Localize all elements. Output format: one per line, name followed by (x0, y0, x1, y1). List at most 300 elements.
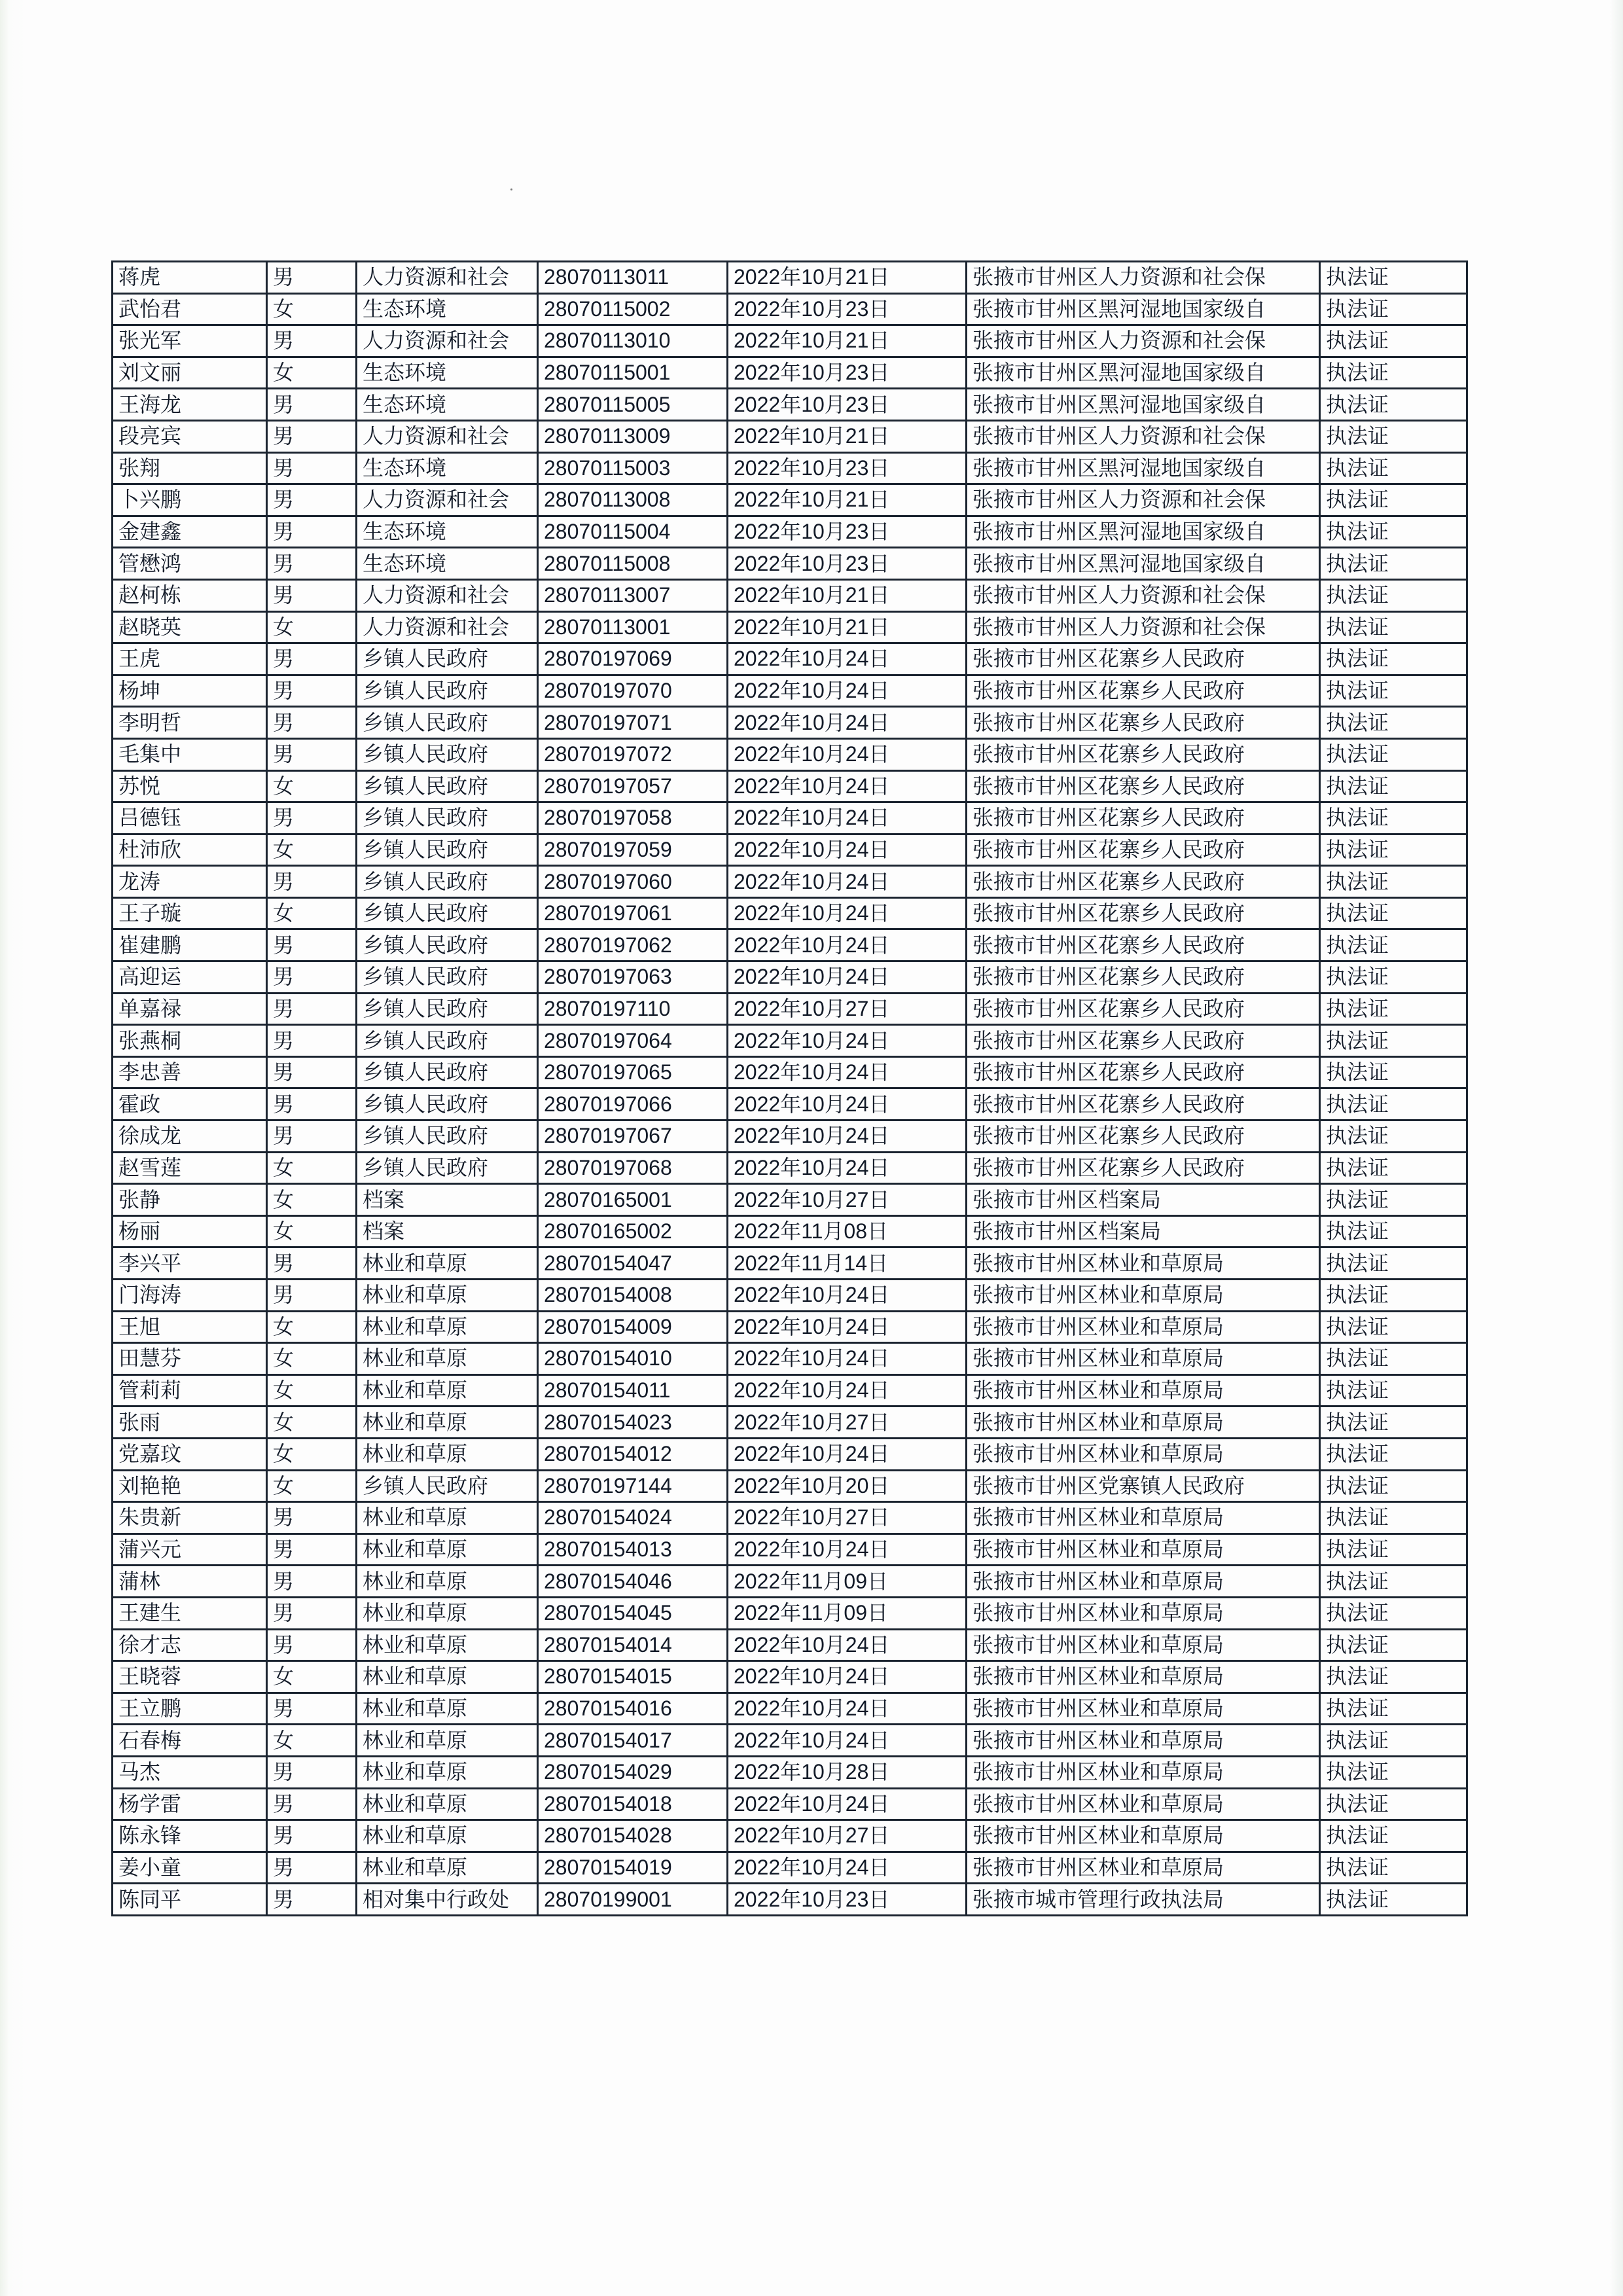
license-type-cell: 执法证 (1320, 484, 1467, 516)
table-row (113, 929, 1467, 961)
date-cell: 2022年10月23日 (728, 452, 967, 484)
agency-cell: 张掖市甘州区林业和草原局 (967, 1343, 1320, 1375)
category-cell: 乡镇人民政府 (357, 897, 538, 929)
date-cell: 2022年10月21日 (728, 262, 967, 294)
gender-cell: 男 (267, 866, 357, 898)
date-cell: 2022年10月23日 (728, 548, 967, 580)
category-cell: 人力资源和社会 (357, 262, 538, 294)
agency-cell: 张掖市甘州区林业和草原局 (967, 1820, 1320, 1852)
date-cell: 2022年10月24日 (728, 1534, 967, 1566)
category-cell: 生态环境 (357, 516, 538, 548)
code-cell: 28070197058 (538, 802, 728, 834)
license-type-cell: 执法证 (1320, 262, 1467, 294)
date-cell: 2022年10月24日 (728, 802, 967, 834)
date-cell: 2022年10月27日 (728, 1407, 967, 1439)
gender-cell: 男 (267, 579, 357, 611)
name-cell: 蒲兴元 (113, 1534, 267, 1566)
code-cell: 28070197068 (538, 1152, 728, 1184)
code-cell: 28070113001 (538, 611, 728, 643)
category-cell: 乡镇人民政府 (357, 834, 538, 866)
name-cell: 霍政 (113, 1088, 267, 1121)
license-type-cell: 执法证 (1320, 738, 1467, 770)
name-cell: 金建鑫 (113, 516, 267, 548)
license-type-cell: 执法证 (1320, 993, 1467, 1025)
license-type-cell: 执法证 (1320, 611, 1467, 643)
code-cell: 28070197070 (538, 675, 728, 707)
category-cell: 林业和草原 (357, 1407, 538, 1439)
agency-cell: 张掖市甘州区人力资源和社会保 (967, 484, 1320, 516)
license-type-cell: 执法证 (1320, 834, 1467, 866)
table-row (113, 961, 1467, 994)
personnel-table (111, 260, 1468, 1916)
category-cell: 乡镇人民政府 (357, 1025, 538, 1057)
name-cell: 卜兴鹏 (113, 484, 267, 516)
agency-cell: 张掖市甘州区档案局 (967, 1184, 1320, 1216)
category-cell: 相对集中行政处 (357, 1884, 538, 1916)
code-cell: 28070197069 (538, 643, 728, 675)
code-cell: 28070154012 (538, 1438, 728, 1470)
license-type-cell: 执法证 (1320, 1025, 1467, 1057)
category-cell: 林业和草原 (357, 1343, 538, 1375)
table-row (113, 1534, 1467, 1566)
date-cell: 2022年10月24日 (728, 1088, 967, 1121)
name-cell: 马杰 (113, 1756, 267, 1788)
license-type-cell: 执法证 (1320, 357, 1467, 389)
code-cell: 28070154010 (538, 1343, 728, 1375)
category-cell: 乡镇人民政府 (357, 1152, 538, 1184)
agency-cell: 张掖市甘州区花寨乡人民政府 (967, 897, 1320, 929)
category-cell: 乡镇人民政府 (357, 1056, 538, 1088)
name-cell: 杨学雷 (113, 1788, 267, 1820)
name-cell: 党嘉玟 (113, 1438, 267, 1470)
agency-cell: 张掖市甘州区林业和草原局 (967, 1788, 1320, 1820)
name-cell: 王晓蓉 (113, 1661, 267, 1693)
gender-cell: 男 (267, 993, 357, 1025)
gender-cell: 男 (267, 516, 357, 548)
date-cell: 2022年10月24日 (728, 1788, 967, 1820)
gender-cell: 男 (267, 961, 357, 994)
code-cell: 28070154028 (538, 1820, 728, 1852)
name-cell: 田慧芬 (113, 1343, 267, 1375)
agency-cell: 张掖市甘州区林业和草原局 (967, 1661, 1320, 1693)
license-type-cell: 执法证 (1320, 675, 1467, 707)
category-cell: 乡镇人民政府 (357, 1088, 538, 1121)
category-cell: 乡镇人民政府 (357, 802, 538, 834)
table-row (113, 1311, 1467, 1343)
code-cell: 28070197110 (538, 993, 728, 1025)
code-cell: 28070113010 (538, 325, 728, 357)
category-cell: 林业和草原 (357, 1725, 538, 1757)
code-cell: 28070115001 (538, 357, 728, 389)
code-cell: 28070113011 (538, 262, 728, 294)
gender-cell: 男 (267, 1534, 357, 1566)
license-type-cell: 执法证 (1320, 293, 1467, 325)
license-type-cell: 执法证 (1320, 1756, 1467, 1788)
name-cell: 李忠善 (113, 1056, 267, 1088)
date-cell: 2022年10月24日 (728, 707, 967, 739)
gender-cell: 男 (267, 1502, 357, 1534)
date-cell: 2022年10月27日 (728, 993, 967, 1025)
name-cell: 赵晓英 (113, 611, 267, 643)
date-cell: 2022年10月21日 (728, 420, 967, 452)
date-cell: 2022年10月24日 (728, 1152, 967, 1184)
code-cell: 28070154024 (538, 1502, 728, 1534)
date-cell: 2022年10月20日 (728, 1470, 967, 1502)
gender-cell: 男 (267, 1088, 357, 1121)
category-cell: 人力资源和社会 (357, 325, 538, 357)
name-cell: 杜沛欣 (113, 834, 267, 866)
license-type-cell: 执法证 (1320, 1184, 1467, 1216)
gender-cell: 女 (267, 1407, 357, 1439)
date-cell: 2022年10月24日 (728, 1056, 967, 1088)
table-row (113, 1407, 1467, 1439)
license-type-cell: 执法证 (1320, 579, 1467, 611)
table-row (113, 389, 1467, 421)
agency-cell: 张掖市甘州区花寨乡人民政府 (967, 802, 1320, 834)
license-type-cell: 执法证 (1320, 1311, 1467, 1343)
name-cell: 高迎运 (113, 961, 267, 994)
name-cell: 苏悦 (113, 770, 267, 802)
gender-cell: 男 (267, 1025, 357, 1057)
agency-cell: 张掖市甘州区花寨乡人民政府 (967, 1025, 1320, 1057)
code-cell: 28070115008 (538, 548, 728, 580)
name-cell: 段亮宾 (113, 420, 267, 452)
date-cell: 2022年10月24日 (728, 1661, 967, 1693)
gender-cell: 女 (267, 770, 357, 802)
license-type-cell: 执法证 (1320, 1884, 1467, 1916)
gender-cell: 女 (267, 897, 357, 929)
code-cell: 28070197057 (538, 770, 728, 802)
table-row (113, 548, 1467, 580)
gender-cell: 女 (267, 1184, 357, 1216)
name-cell: 王子璇 (113, 897, 267, 929)
agency-cell: 张掖市甘州区花寨乡人民政府 (967, 1121, 1320, 1153)
agency-cell: 张掖市甘州区党寨镇人民政府 (967, 1470, 1320, 1502)
category-cell: 林业和草原 (357, 1374, 538, 1407)
category-cell: 乡镇人民政府 (357, 866, 538, 898)
date-cell: 2022年11月08日 (728, 1215, 967, 1247)
gender-cell: 男 (267, 420, 357, 452)
license-type-cell: 执法证 (1320, 1566, 1467, 1598)
agency-cell: 张掖市甘州区林业和草原局 (967, 1280, 1320, 1312)
scan-speck (510, 188, 512, 190)
name-cell: 徐成龙 (113, 1121, 267, 1153)
table-row (113, 802, 1467, 834)
table-row (113, 707, 1467, 739)
gender-cell: 男 (267, 1852, 357, 1884)
license-type-cell: 执法证 (1320, 1852, 1467, 1884)
category-cell: 林业和草原 (357, 1756, 538, 1788)
agency-cell: 张掖市甘州区花寨乡人民政府 (967, 770, 1320, 802)
date-cell: 2022年10月28日 (728, 1756, 967, 1788)
gender-cell: 男 (267, 548, 357, 580)
license-type-cell: 执法证 (1320, 1280, 1467, 1312)
category-cell: 乡镇人民政府 (357, 707, 538, 739)
agency-cell: 张掖市甘州区林业和草原局 (967, 1852, 1320, 1884)
name-cell: 赵柯栋 (113, 579, 267, 611)
code-cell: 28070154018 (538, 1788, 728, 1820)
agency-cell: 张掖市甘州区花寨乡人民政府 (967, 866, 1320, 898)
date-cell: 2022年10月24日 (728, 961, 967, 994)
name-cell: 张光军 (113, 325, 267, 357)
category-cell: 林业和草原 (357, 1661, 538, 1693)
agency-cell: 张掖市甘州区林业和草原局 (967, 1374, 1320, 1407)
category-cell: 乡镇人民政府 (357, 770, 538, 802)
date-cell: 2022年10月24日 (728, 738, 967, 770)
license-type-cell: 执法证 (1320, 1470, 1467, 1502)
license-type-cell: 执法证 (1320, 1438, 1467, 1470)
name-cell: 李明哲 (113, 707, 267, 739)
license-type-cell: 执法证 (1320, 1629, 1467, 1661)
code-cell: 28070154008 (538, 1280, 728, 1312)
gender-cell: 男 (267, 1056, 357, 1088)
category-cell: 林业和草原 (357, 1629, 538, 1661)
agency-cell: 张掖市甘州区花寨乡人民政府 (967, 1088, 1320, 1121)
table-row (113, 611, 1467, 643)
code-cell: 28070197071 (538, 707, 728, 739)
gender-cell: 男 (267, 929, 357, 961)
table-row (113, 1597, 1467, 1629)
date-cell: 2022年10月27日 (728, 1502, 967, 1534)
date-cell: 2022年10月23日 (728, 357, 967, 389)
gender-cell: 女 (267, 1215, 357, 1247)
code-cell: 28070199001 (538, 1884, 728, 1916)
code-cell: 28070197061 (538, 897, 728, 929)
agency-cell: 张掖市甘州区花寨乡人民政府 (967, 961, 1320, 994)
table-body (113, 262, 1467, 1916)
code-cell: 28070197066 (538, 1088, 728, 1121)
category-cell: 林业和草原 (357, 1820, 538, 1852)
date-cell: 2022年10月21日 (728, 484, 967, 516)
license-type-cell: 执法证 (1320, 1820, 1467, 1852)
category-cell: 乡镇人民政府 (357, 961, 538, 994)
date-cell: 2022年10月24日 (728, 1693, 967, 1725)
agency-cell: 张掖市甘州区黑河湿地国家级自 (967, 357, 1320, 389)
license-type-cell: 执法证 (1320, 548, 1467, 580)
gender-cell: 女 (267, 1374, 357, 1407)
name-cell: 门海涛 (113, 1280, 267, 1312)
license-type-cell: 执法证 (1320, 420, 1467, 452)
gender-cell: 男 (267, 643, 357, 675)
category-cell: 人力资源和社会 (357, 484, 538, 516)
table-row (113, 1725, 1467, 1757)
table-row (113, 420, 1467, 452)
category-cell: 乡镇人民政府 (357, 1470, 538, 1502)
table-row (113, 738, 1467, 770)
license-type-cell: 执法证 (1320, 452, 1467, 484)
agency-cell: 张掖市甘州区花寨乡人民政府 (967, 707, 1320, 739)
date-cell: 2022年10月21日 (728, 325, 967, 357)
code-cell: 28070154015 (538, 1661, 728, 1693)
gender-cell: 男 (267, 262, 357, 294)
table-row (113, 452, 1467, 484)
table-row (113, 1374, 1467, 1407)
name-cell: 刘文丽 (113, 357, 267, 389)
agency-cell: 张掖市甘州区林业和草原局 (967, 1247, 1320, 1280)
table-row (113, 1788, 1467, 1820)
code-cell: 28070197064 (538, 1025, 728, 1057)
agency-cell: 张掖市甘州区档案局 (967, 1215, 1320, 1247)
gender-cell: 女 (267, 1470, 357, 1502)
name-cell: 王旭 (113, 1311, 267, 1343)
table-row (113, 1438, 1467, 1470)
gender-cell: 男 (267, 389, 357, 421)
code-cell: 28070165001 (538, 1184, 728, 1216)
date-cell: 2022年10月21日 (728, 611, 967, 643)
agency-cell: 张掖市甘州区花寨乡人民政府 (967, 738, 1320, 770)
table-row (113, 516, 1467, 548)
date-cell: 2022年10月24日 (728, 1280, 967, 1312)
table-row (113, 325, 1467, 357)
license-type-cell: 执法证 (1320, 1152, 1467, 1184)
date-cell: 2022年10月24日 (728, 1725, 967, 1757)
gender-cell: 男 (267, 452, 357, 484)
code-cell: 28070197059 (538, 834, 728, 866)
category-cell: 林业和草原 (357, 1311, 538, 1343)
gender-cell: 女 (267, 1152, 357, 1184)
gender-cell: 女 (267, 357, 357, 389)
table-row (113, 484, 1467, 516)
license-type-cell: 执法证 (1320, 325, 1467, 357)
gender-cell: 男 (267, 1756, 357, 1788)
table-row (113, 357, 1467, 389)
license-type-cell: 执法证 (1320, 1374, 1467, 1407)
code-cell: 28070115002 (538, 293, 728, 325)
table-row (113, 1152, 1467, 1184)
name-cell: 陈同平 (113, 1884, 267, 1916)
agency-cell: 张掖市甘州区林业和草原局 (967, 1311, 1320, 1343)
license-type-cell: 执法证 (1320, 1534, 1467, 1566)
license-type-cell: 执法证 (1320, 1693, 1467, 1725)
name-cell: 张雨 (113, 1407, 267, 1439)
date-cell: 2022年10月23日 (728, 1884, 967, 1916)
date-cell: 2022年10月24日 (728, 866, 967, 898)
agency-cell: 张掖市甘州区黑河湿地国家级自 (967, 548, 1320, 580)
category-cell: 乡镇人民政府 (357, 738, 538, 770)
code-cell: 28070154013 (538, 1534, 728, 1566)
category-cell: 乡镇人民政府 (357, 993, 538, 1025)
code-cell: 28070154029 (538, 1756, 728, 1788)
date-cell: 2022年11月14日 (728, 1247, 967, 1280)
table-row (113, 1661, 1467, 1693)
agency-cell: 张掖市甘州区林业和草原局 (967, 1629, 1320, 1661)
table-row (113, 1502, 1467, 1534)
category-cell: 生态环境 (357, 293, 538, 325)
agency-cell: 张掖市甘州区林业和草原局 (967, 1566, 1320, 1598)
table-row (113, 993, 1467, 1025)
category-cell: 林业和草原 (357, 1280, 538, 1312)
date-cell: 2022年10月24日 (728, 929, 967, 961)
table-row (113, 675, 1467, 707)
table-row (113, 1343, 1467, 1375)
date-cell: 2022年10月24日 (728, 770, 967, 802)
code-cell: 28070154011 (538, 1374, 728, 1407)
date-cell: 2022年10月24日 (728, 1311, 967, 1343)
date-cell: 2022年10月24日 (728, 675, 967, 707)
code-cell: 28070197063 (538, 961, 728, 994)
name-cell: 朱贵新 (113, 1502, 267, 1534)
table-row (113, 1280, 1467, 1312)
code-cell: 28070113009 (538, 420, 728, 452)
category-cell: 生态环境 (357, 389, 538, 421)
name-cell: 龙涛 (113, 866, 267, 898)
gender-cell: 男 (267, 484, 357, 516)
code-cell: 28070113007 (538, 579, 728, 611)
category-cell: 林业和草原 (357, 1693, 538, 1725)
table-row (113, 1629, 1467, 1661)
table-row (113, 1884, 1467, 1916)
license-type-cell: 执法证 (1320, 516, 1467, 548)
agency-cell: 张掖市甘州区黑河湿地国家级自 (967, 452, 1320, 484)
gender-cell: 女 (267, 611, 357, 643)
category-cell: 乡镇人民政府 (357, 929, 538, 961)
agency-cell: 张掖市甘州区人力资源和社会保 (967, 262, 1320, 294)
name-cell: 王建生 (113, 1597, 267, 1629)
agency-cell: 张掖市甘州区黑河湿地国家级自 (967, 389, 1320, 421)
license-type-cell: 执法证 (1320, 802, 1467, 834)
gender-cell: 男 (267, 675, 357, 707)
license-type-cell: 执法证 (1320, 866, 1467, 898)
code-cell: 28070197065 (538, 1056, 728, 1088)
code-cell: 28070197067 (538, 1121, 728, 1153)
date-cell: 2022年10月24日 (728, 1343, 967, 1375)
name-cell: 刘艳艳 (113, 1470, 267, 1502)
name-cell: 石春梅 (113, 1725, 267, 1757)
name-cell: 徐才志 (113, 1629, 267, 1661)
date-cell: 2022年10月23日 (728, 389, 967, 421)
code-cell: 28070154045 (538, 1597, 728, 1629)
date-cell: 2022年10月24日 (728, 1121, 967, 1153)
name-cell: 蒋虎 (113, 262, 267, 294)
date-cell: 2022年10月24日 (728, 1374, 967, 1407)
agency-cell: 张掖市甘州区花寨乡人民政府 (967, 993, 1320, 1025)
code-cell: 28070154017 (538, 1725, 728, 1757)
category-cell: 林业和草原 (357, 1597, 538, 1629)
code-cell: 28070197062 (538, 929, 728, 961)
code-cell: 28070154016 (538, 1693, 728, 1725)
name-cell: 陈永锋 (113, 1820, 267, 1852)
table-row (113, 1820, 1467, 1852)
date-cell: 2022年10月24日 (728, 643, 967, 675)
gender-cell: 男 (267, 1629, 357, 1661)
license-type-cell: 执法证 (1320, 643, 1467, 675)
name-cell: 王虎 (113, 643, 267, 675)
code-cell: 28070197144 (538, 1470, 728, 1502)
gender-cell: 男 (267, 1247, 357, 1280)
name-cell: 王海龙 (113, 389, 267, 421)
agency-cell: 张掖市甘州区人力资源和社会保 (967, 579, 1320, 611)
code-cell: 28070154019 (538, 1852, 728, 1884)
table-row (113, 1056, 1467, 1088)
category-cell: 林业和草原 (357, 1566, 538, 1598)
gender-cell: 女 (267, 293, 357, 325)
license-type-cell: 执法证 (1320, 389, 1467, 421)
table-row (113, 770, 1467, 802)
category-cell: 林业和草原 (357, 1502, 538, 1534)
name-cell: 张燕桐 (113, 1025, 267, 1057)
category-cell: 乡镇人民政府 (357, 1121, 538, 1153)
category-cell: 乡镇人民政府 (357, 675, 538, 707)
table-row (113, 1852, 1467, 1884)
gender-cell: 女 (267, 1311, 357, 1343)
name-cell: 蒲林 (113, 1566, 267, 1598)
gender-cell: 男 (267, 1280, 357, 1312)
name-cell: 管懋鸿 (113, 548, 267, 580)
date-cell: 2022年10月24日 (728, 834, 967, 866)
gender-cell: 男 (267, 1121, 357, 1153)
gender-cell: 男 (267, 738, 357, 770)
date-cell: 2022年10月27日 (728, 1184, 967, 1216)
